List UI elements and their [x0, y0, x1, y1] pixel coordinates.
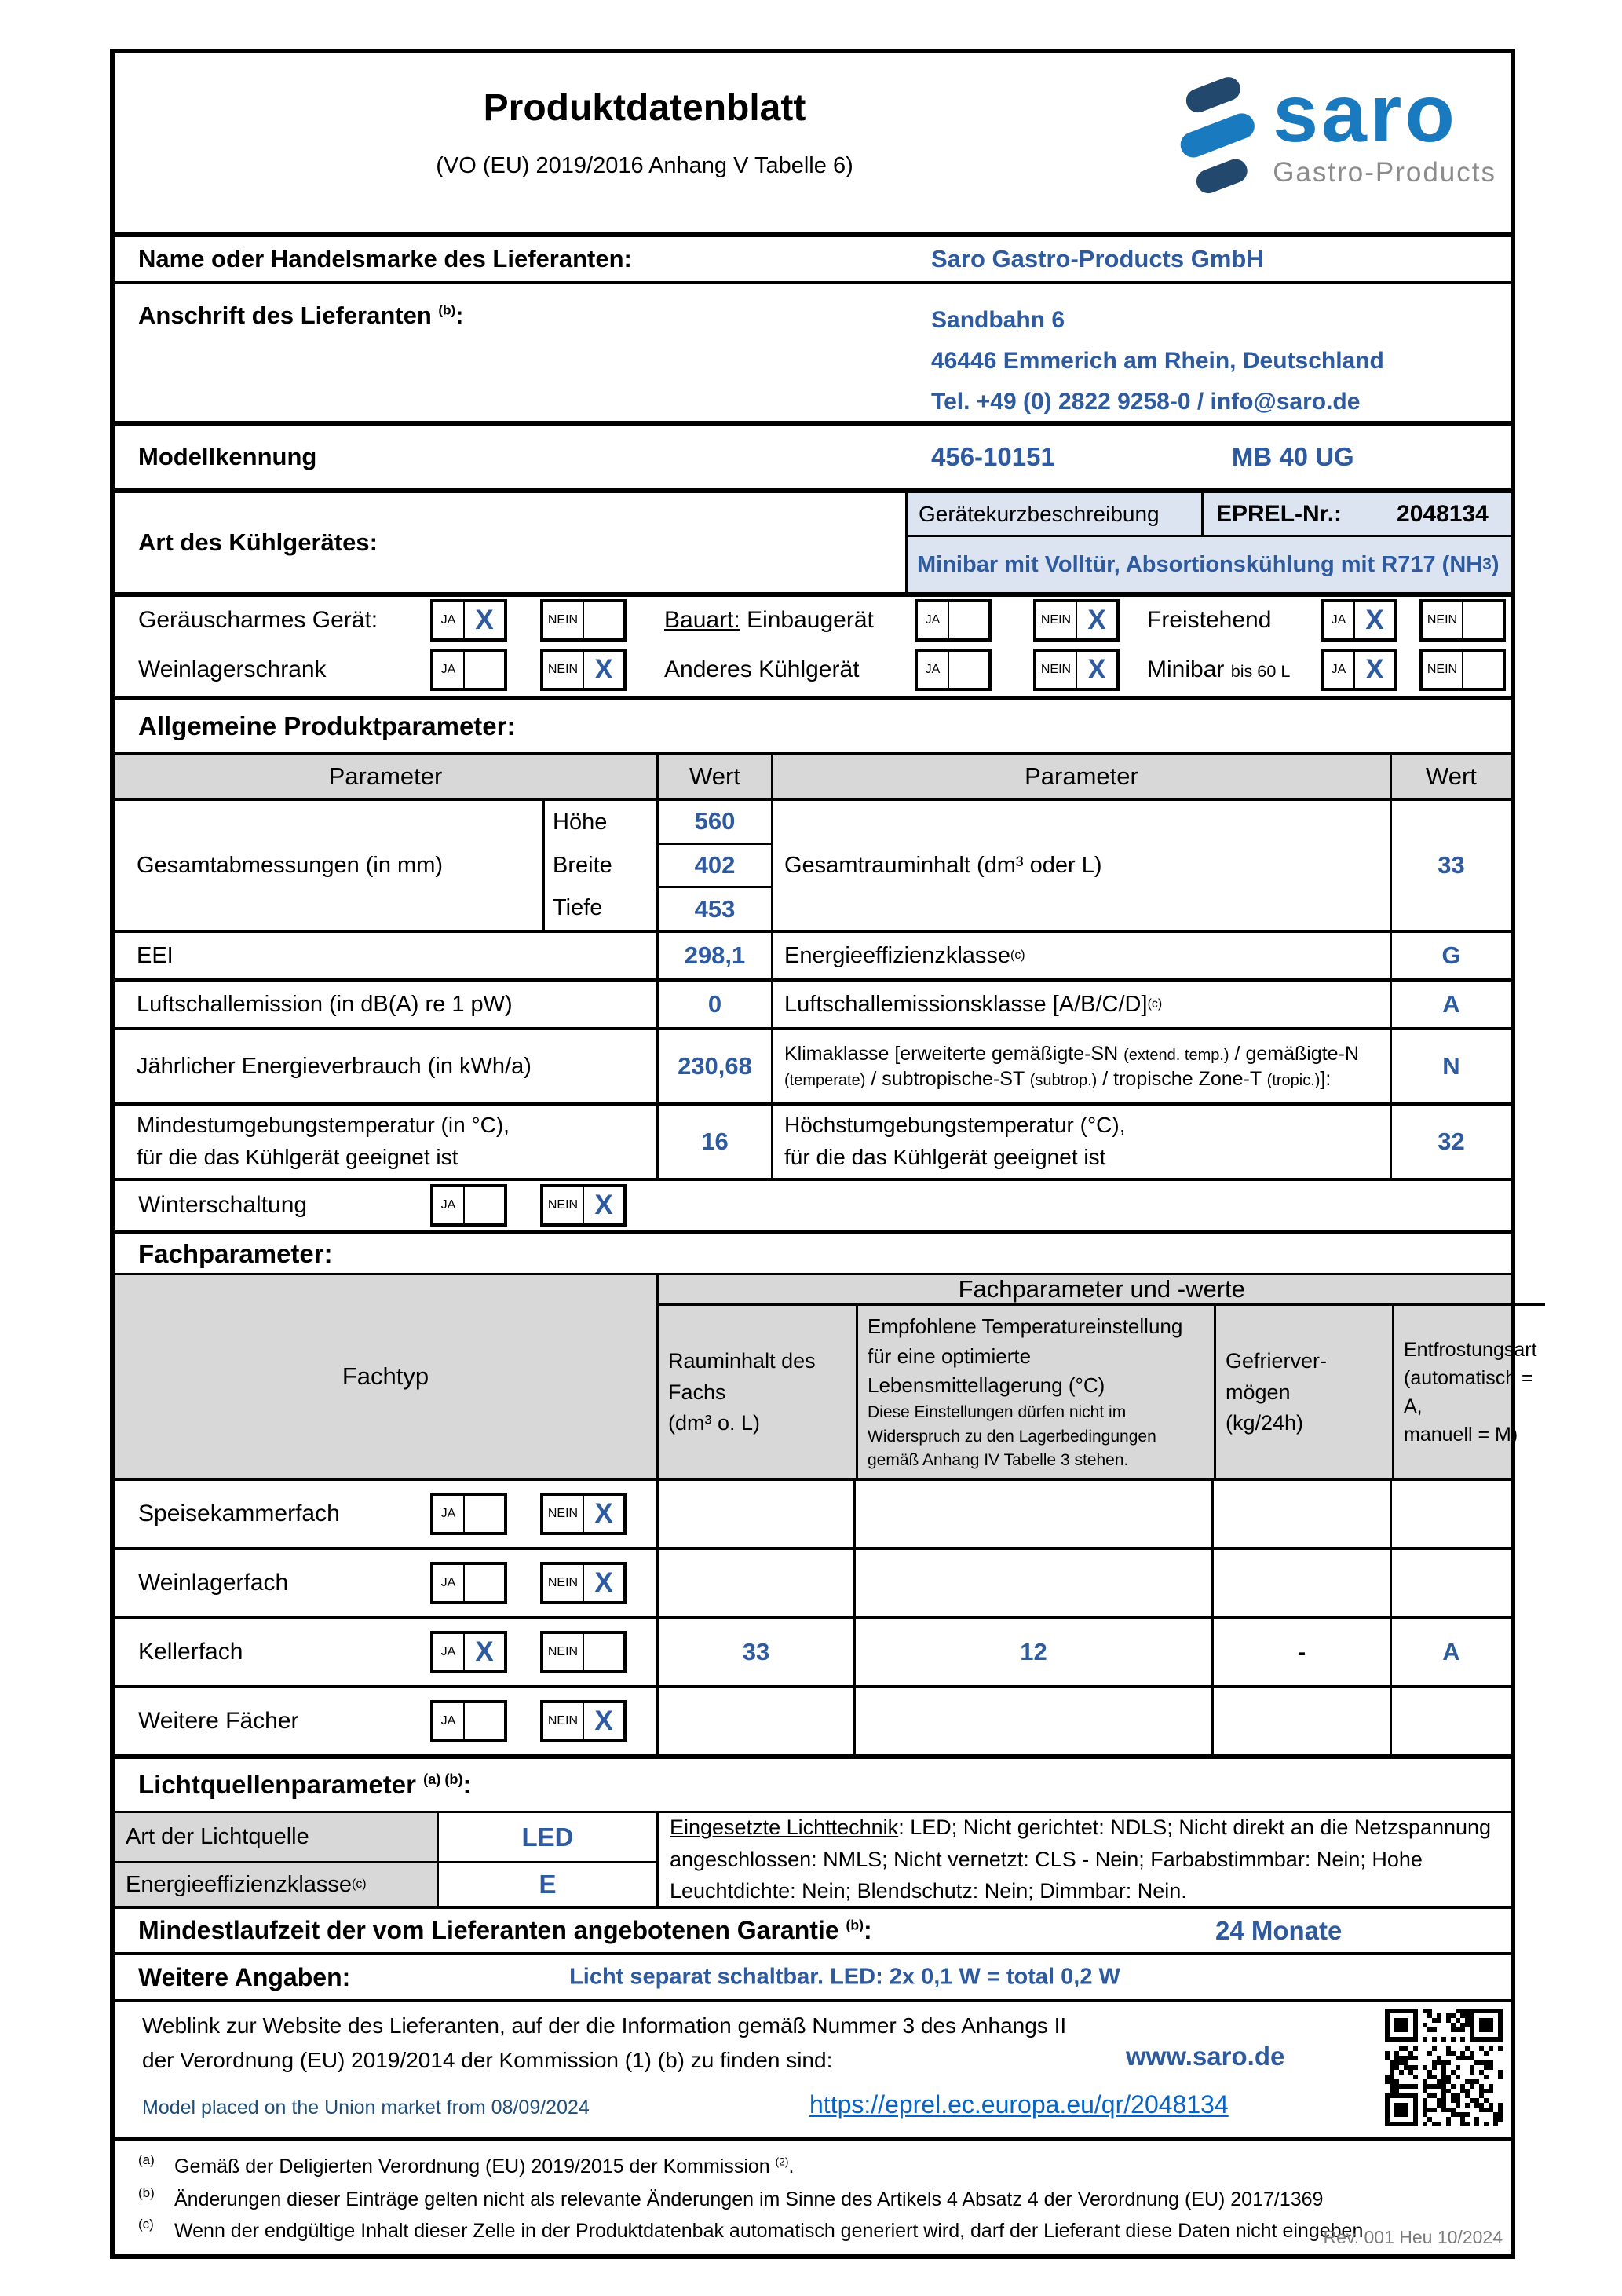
pantry-ja-mark [465, 1496, 504, 1532]
dimension-names [542, 801, 656, 930]
freestanding-ja-checkbox [1321, 599, 1397, 642]
general-params-heading: Allgemeine Produktparameter: [138, 711, 516, 740]
width-label: Breite [553, 852, 612, 878]
saro-logo-icon [1174, 77, 1262, 195]
col-temperature: Empfohlene Temperatureinstellung für eine optimierte Lebensmittellagerung (°C) Diese Einstellungen dürfen nicht im Widerspruch zu den Lagerbedingungen gemäß Anhang IV Tabelle 3 stehen. [856, 1306, 1214, 1479]
pantry-volume [656, 1481, 853, 1547]
col-freezing-line3: (kg/24h) [1226, 1410, 1304, 1435]
pantry-compartment-label: Speisekammerfach [138, 1501, 340, 1526]
footnotes-section [115, 2137, 1511, 2254]
device-type-label: Art des Kühlgerätes: [138, 528, 378, 556]
compartments-table-header [115, 1273, 1537, 1478]
built-in-ja-checkbox [915, 599, 992, 642]
other-ja-mark [465, 1703, 504, 1739]
nein-caption: NEIN [543, 1703, 584, 1739]
logo-brand: saro [1273, 68, 1458, 159]
built-in-nein-checkbox [1033, 599, 1120, 642]
winter-switch-row [115, 1178, 1511, 1230]
light-labels-column [115, 1813, 437, 1906]
market-placement-note: Model placed on the Union market from 08/09/2024 [142, 2097, 590, 2119]
footnote-c-text: Wenn der endgültige Inhalt dieser Zelle in der Produktdatenbak automatisch generiert wird, darf der Lieferant diese Daten nicht eingeben [174, 2220, 1364, 2242]
ambient-temperature-row [115, 1102, 1511, 1178]
built-in-nein-mark: X [1087, 605, 1106, 635]
pantry-temp [853, 1481, 1211, 1547]
wine-nein-mark: X [594, 1567, 613, 1598]
depth-label: Tiefe [553, 895, 603, 921]
ja-caption: JA [433, 1703, 465, 1739]
title-block [115, 53, 1174, 179]
annual-energy-label: Jährlicher Energieverbrauch (in kWh/a) [137, 1053, 532, 1079]
footnote-a-marker: (a) [138, 2152, 155, 2167]
nein-caption: NEIN [543, 1565, 584, 1601]
cellar-compartment-cell [115, 1619, 656, 1685]
ja-caption: JA [433, 1565, 465, 1601]
minibar-ja-checkbox [1321, 649, 1397, 691]
low-noise-label: Geräuscharmes Gerät: [138, 607, 378, 633]
wine-temp [853, 1550, 1211, 1616]
supplier-address-lines [931, 284, 1384, 422]
col-group-title: Fachparameter und -werte [659, 1275, 1545, 1306]
other-freeze [1211, 1688, 1390, 1754]
other-fridge-ja-mark [949, 652, 988, 688]
low-noise-nein-mark [584, 602, 623, 638]
other-nein-mark: X [594, 1706, 613, 1736]
wine-nein-checkbox [540, 1562, 627, 1604]
noise-class-value: A [1390, 982, 1511, 1027]
nein-caption: NEIN [543, 1634, 584, 1670]
min-temp-value: 16 [656, 1106, 771, 1178]
height-value: 560 [694, 807, 736, 835]
col-fachtyp: Fachtyp [342, 1362, 429, 1390]
noise-label: Luftschallemission (in dB(A) re 1 pW) [137, 991, 513, 1017]
ja-caption: JA [433, 1187, 465, 1223]
max-temp-value: 32 [1390, 1106, 1511, 1178]
col-volume-line1: Rauminhalt des [668, 1349, 816, 1373]
wine-compartment-label: Weinlagerfach [138, 1570, 289, 1596]
model-label: Modellkennung [138, 443, 317, 470]
total-volume-label: Gesamtrauminhalt (dm³ oder L) [771, 801, 1390, 930]
min-temp-cell [115, 1106, 656, 1178]
ja-caption: JA [433, 1496, 465, 1532]
pantry-compartment-row [115, 1478, 1511, 1547]
col-wert-1: Wert [656, 755, 771, 798]
low-noise-ja-mark: X [475, 605, 494, 635]
light-tech-text: Eingesetzte Lichttechnik: LED; Nicht gerichtet: NDLS; Nicht direkt an die Netzspannung angeschlossen: NMLS; Nicht vernetzt: CLS - Nein; Farbabstimmbar: Nein; Hohe Leuchtdichte: Nein; Blendschutz: Nein; Dimmbar: Nein. [670, 1815, 1492, 1903]
light-class-label: Energieeffizienzklasse (c) [115, 1861, 437, 1906]
noise-value: 0 [656, 982, 771, 1027]
weblink-row [115, 1999, 1511, 2137]
freestanding-ja-mark: X [1365, 605, 1384, 635]
low-noise-ja-checkbox [430, 599, 507, 642]
ja-caption: JA [918, 652, 949, 688]
freestanding-nein-mark [1463, 602, 1503, 638]
col-wert-2: Wert [1390, 755, 1511, 798]
climate-class-label: Klimaklasse [erweiterte gemäßigte-SN (extend. temp.) / gemäßigte-N (temperate) / subtropische-ST (subtrop.) / tropische Zone-T (tropic.)]: [784, 1042, 1359, 1090]
device-type-row [115, 488, 1511, 592]
other-ja-checkbox [430, 1700, 507, 1742]
param-table-header [115, 752, 1511, 798]
light-params-heading: Lichtquellenparameter $^{(a) (b)}$: [138, 1770, 472, 1799]
other-fridge-nein-checkbox [1033, 649, 1120, 691]
cellar-nein-mark [584, 1634, 623, 1670]
eprel-number: 2048134 [1397, 500, 1489, 527]
device-description: Minibar mit Volltür, Absortionskühlung mit R717 (NH 3 ) [917, 551, 1500, 577]
revision-note: Rev. 001 Heu 10/2024 [1323, 2227, 1503, 2247]
supplier-address-row [115, 281, 1511, 421]
light-table [115, 1811, 1511, 1906]
eei-value: 298,1 [656, 933, 771, 978]
model-number: 456-10151 [931, 442, 1055, 471]
supplier-name-value: Saro Gastro-Products GmbH [931, 245, 1264, 272]
col-defrost-line3: A, [1404, 1395, 1423, 1418]
wine-ja-mark [465, 1565, 504, 1601]
other-compartments-row [115, 1685, 1511, 1754]
device-type-panel [905, 493, 1511, 592]
address-line-3: Tel. +49 (0) 2822 9258-0 / info@saro.de [931, 389, 1361, 415]
warranty-label: Mindestlaufzeit der vom Lieferanten angebotenen Garantie $^{(b)}$: [138, 1916, 872, 1944]
saro-logo [1174, 68, 1496, 195]
other-temp [853, 1688, 1211, 1754]
address-line-1: Sandbahn 6 [931, 307, 1065, 333]
light-tech-cell [656, 1813, 1511, 1906]
compartments-heading: Fachparameter: [138, 1238, 333, 1268]
max-temp-label-1: Höchstumgebungstemperatur (°C), [784, 1113, 1126, 1138]
light-source-value: LED [521, 1822, 574, 1852]
weblink-label-line1: Weblink zur Website des Lieferanten, auf der die Information gemäß Nummer 3 des Anhangs II [142, 2013, 1067, 2038]
col-freezing-line1: Gefrierver- [1226, 1349, 1328, 1373]
other-compartments-cell [115, 1688, 656, 1754]
built-in-ja-mark [949, 602, 988, 638]
winter-switch-ja-checkbox [430, 1184, 507, 1227]
model-values [931, 442, 1354, 472]
ja-caption: JA [433, 602, 465, 638]
pantry-nein-mark: X [594, 1498, 613, 1529]
pantry-compartment-cell [115, 1481, 656, 1547]
winter-switch-nein-mark: X [594, 1190, 613, 1220]
wine-cabinet-label: Weinlagerschrank [138, 656, 327, 682]
col-freezing [1214, 1306, 1392, 1479]
eprel-label: EPREL-Nr.: [1216, 500, 1343, 527]
col-freezing-line2: mögen [1226, 1380, 1291, 1404]
other-fridge-nein-mark: X [1087, 654, 1106, 685]
footnote-b-text: Änderungen dieser Einträge gelten nicht als relevante Änderungen im Sinne des Artikels 4 Absatz 4 der Verordnung (EU) 2017/1369 [174, 2188, 1324, 2210]
min-temp-label-1: Mindestumgebungstemperatur (in °C), [137, 1113, 510, 1138]
warranty-value: 24 Monate [1215, 1915, 1343, 1945]
additional-info-value: Licht separat schaltbar. LED: 2x 0,1 W = total 0,2 W [569, 1964, 1120, 1990]
col-volume-line2: Fachs [668, 1380, 726, 1404]
wine-ja-checkbox [430, 1562, 507, 1604]
supplier-name-label: Name oder Handelsmarke des Lieferanten: [138, 245, 632, 272]
page-subtitle: (VO (EU) 2019/2016 Anhang V Tabelle 6) [436, 153, 853, 178]
additional-info-row [115, 1952, 1511, 1999]
cellar-defrost: A [1390, 1619, 1511, 1685]
noise-row [115, 978, 1511, 1027]
wine-cabinet-nein-checkbox [540, 649, 627, 691]
header-row [115, 53, 1511, 232]
annual-energy-value: 230,68 [656, 1030, 771, 1102]
ja-caption: JA [1324, 652, 1355, 688]
nein-caption: NEIN [543, 1187, 584, 1223]
footnote-c [138, 2217, 1363, 2243]
eei-row [115, 930, 1511, 978]
compartments-header-columns [659, 1306, 1545, 1479]
pantry-ja-checkbox [430, 1493, 507, 1535]
pantry-freeze [1211, 1481, 1390, 1547]
freestanding-nein-checkbox [1419, 599, 1506, 642]
minibar-label: Minibar bis 60 L [1147, 656, 1291, 682]
other-fridge-label: Anderes Kühlgerät [664, 656, 860, 682]
eprel-cell [1204, 493, 1511, 535]
supplier-name-row [115, 232, 1511, 281]
wine-compartment-cell [115, 1550, 656, 1616]
device-type-panel-top [908, 493, 1511, 537]
ja-caption: JA [433, 1634, 465, 1670]
nein-caption: NEIN [1423, 652, 1463, 688]
total-volume-value: 33 [1390, 801, 1511, 930]
energy-consumption-row [115, 1027, 1511, 1102]
minibar-nein-checkbox [1419, 649, 1506, 691]
col-volume [659, 1306, 856, 1479]
col-volume-line3: (dm³ o. L) [668, 1410, 761, 1435]
footnote-b [138, 2185, 1323, 2211]
cellar-nein-checkbox [540, 1631, 627, 1673]
built-in-label: Bauart: Einbaugerät [664, 607, 874, 633]
minibar-ja-mark: X [1365, 654, 1384, 685]
winter-switch-label: Winterschaltung [138, 1192, 308, 1218]
logo-text [1273, 68, 1496, 188]
model-row [115, 421, 1511, 488]
light-source-label: Art der Lichtquelle [115, 1813, 437, 1861]
cellar-temp: 12 [853, 1619, 1211, 1685]
energy-class-label: Energieeffizienzklasse (c) [771, 933, 1390, 978]
logo-tagline: Gastro-Products [1273, 156, 1496, 188]
additional-info-label: Weitere Angaben: [138, 1962, 351, 1991]
pantry-defrost [1390, 1481, 1511, 1547]
footnote-c-marker: (c) [138, 2217, 154, 2232]
col-defrost [1392, 1306, 1545, 1479]
other-defrost [1390, 1688, 1511, 1754]
compartments-heading-row [115, 1230, 1511, 1273]
wine-cabinet-nein-mark: X [594, 654, 613, 685]
cellar-ja-mark: X [475, 1636, 494, 1667]
height-label: Höhe [553, 809, 608, 835]
supplier-address-label: Anschrift des Lieferanten $^{(b)}$: [138, 302, 464, 329]
nein-caption: NEIN [1423, 602, 1463, 638]
footnote-a [138, 2152, 794, 2178]
pantry-nein-checkbox [540, 1493, 627, 1535]
other-fridge-ja-checkbox [915, 649, 992, 691]
cellar-freeze: - [1211, 1619, 1390, 1685]
footnote-a-text: Gemäß der Deligierten Verordnung (EU) 2019/2015 der Kommission $^{(2)}$. [174, 2155, 795, 2177]
nein-caption: NEIN [543, 602, 584, 638]
wine-volume [656, 1550, 853, 1616]
winter-switch-ja-mark [465, 1187, 504, 1223]
wine-defrost [1390, 1550, 1511, 1616]
cellar-ja-checkbox [430, 1631, 507, 1673]
address-line-2: 46446 Emmerich am Rhein, Deutschland [931, 348, 1384, 374]
general-params-heading-row [115, 696, 1511, 752]
other-nein-checkbox [540, 1700, 627, 1742]
product-datasheet [110, 49, 1537, 2259]
col-defrost-line1: Entfrostungsart [1404, 1338, 1537, 1361]
ja-caption: JA [1324, 602, 1355, 638]
weblink-label-line2: der Verordnung (EU) 2019/2014 der Kommission (1) (b) zu finden sind: [142, 2048, 833, 2072]
dimension-values [656, 801, 771, 930]
model-name: MB 40 UG [1231, 442, 1354, 471]
wine-compartment-row [115, 1547, 1511, 1616]
depth-value: 453 [659, 886, 771, 930]
compartments-header-right [656, 1275, 1545, 1478]
eprel-link[interactable]: https://eprel.ec.europa.eu/qr/2048134 [809, 2090, 1229, 2119]
ja-caption: JA [918, 602, 949, 638]
nein-caption: NEIN [543, 1496, 584, 1532]
freestanding-label: Freistehend [1147, 607, 1272, 633]
col-defrost-line4: manuell = M) [1404, 1424, 1518, 1446]
checkbox-row-2 [115, 644, 1511, 696]
other-volume [656, 1688, 853, 1754]
supplier-website-link[interactable]: www.saro.de [1126, 2042, 1285, 2071]
climate-class-cell [771, 1030, 1390, 1102]
low-noise-nein-checkbox [540, 599, 627, 642]
checkbox-row-1 [115, 592, 1511, 644]
light-params-heading-row [115, 1754, 1511, 1811]
light-values-column [437, 1813, 656, 1906]
wine-cabinet-ja-mark [465, 652, 504, 688]
ja-caption: JA [433, 652, 465, 688]
footnote-b-marker: (b) [138, 2185, 155, 2200]
max-temp-label-2: für die das Kühlgerät geeignet ist [784, 1145, 1106, 1169]
nein-caption: NEIN [1036, 602, 1077, 638]
dimensions-label: Gesamtabmessungen (in mm) [137, 852, 444, 878]
energy-class-value: G [1390, 933, 1511, 978]
col-defrost-line2: (automatisch = [1404, 1366, 1533, 1389]
width-value: 402 [659, 843, 771, 887]
warranty-row [115, 1906, 1511, 1952]
cellar-volume: 33 [656, 1619, 853, 1685]
other-compartments-label: Weitere Fächer [138, 1708, 299, 1734]
wine-freeze [1211, 1550, 1390, 1616]
climate-class-value: N [1390, 1030, 1511, 1102]
min-temp-label-2: für die das Kühlgerät geeignet ist [137, 1145, 458, 1169]
cellar-compartment-label: Kellerfach [138, 1639, 243, 1665]
cellar-compartment-row [115, 1616, 1511, 1685]
nein-caption: NEIN [1036, 652, 1077, 688]
nein-caption: NEIN [543, 652, 584, 688]
noise-class-label: Luftschallemissionsklasse [A/B/C/D] (c) [771, 982, 1390, 1027]
qr-code [1385, 2009, 1503, 2126]
max-temp-cell [771, 1106, 1390, 1178]
dimensions-row [115, 798, 1511, 930]
wine-cabinet-ja-checkbox [430, 649, 507, 691]
short-description-label: Gerätekurzbeschreibung [908, 493, 1204, 535]
light-class-value: E [539, 1870, 557, 1899]
col-parameter-1: Parameter [328, 762, 443, 790]
page-title: Produktdatenblatt [483, 87, 806, 129]
col-parameter-2: Parameter [771, 755, 1390, 798]
minibar-nein-mark [1463, 652, 1503, 688]
winter-switch-nein-checkbox [540, 1184, 627, 1227]
eei-label: EEI [137, 942, 174, 968]
